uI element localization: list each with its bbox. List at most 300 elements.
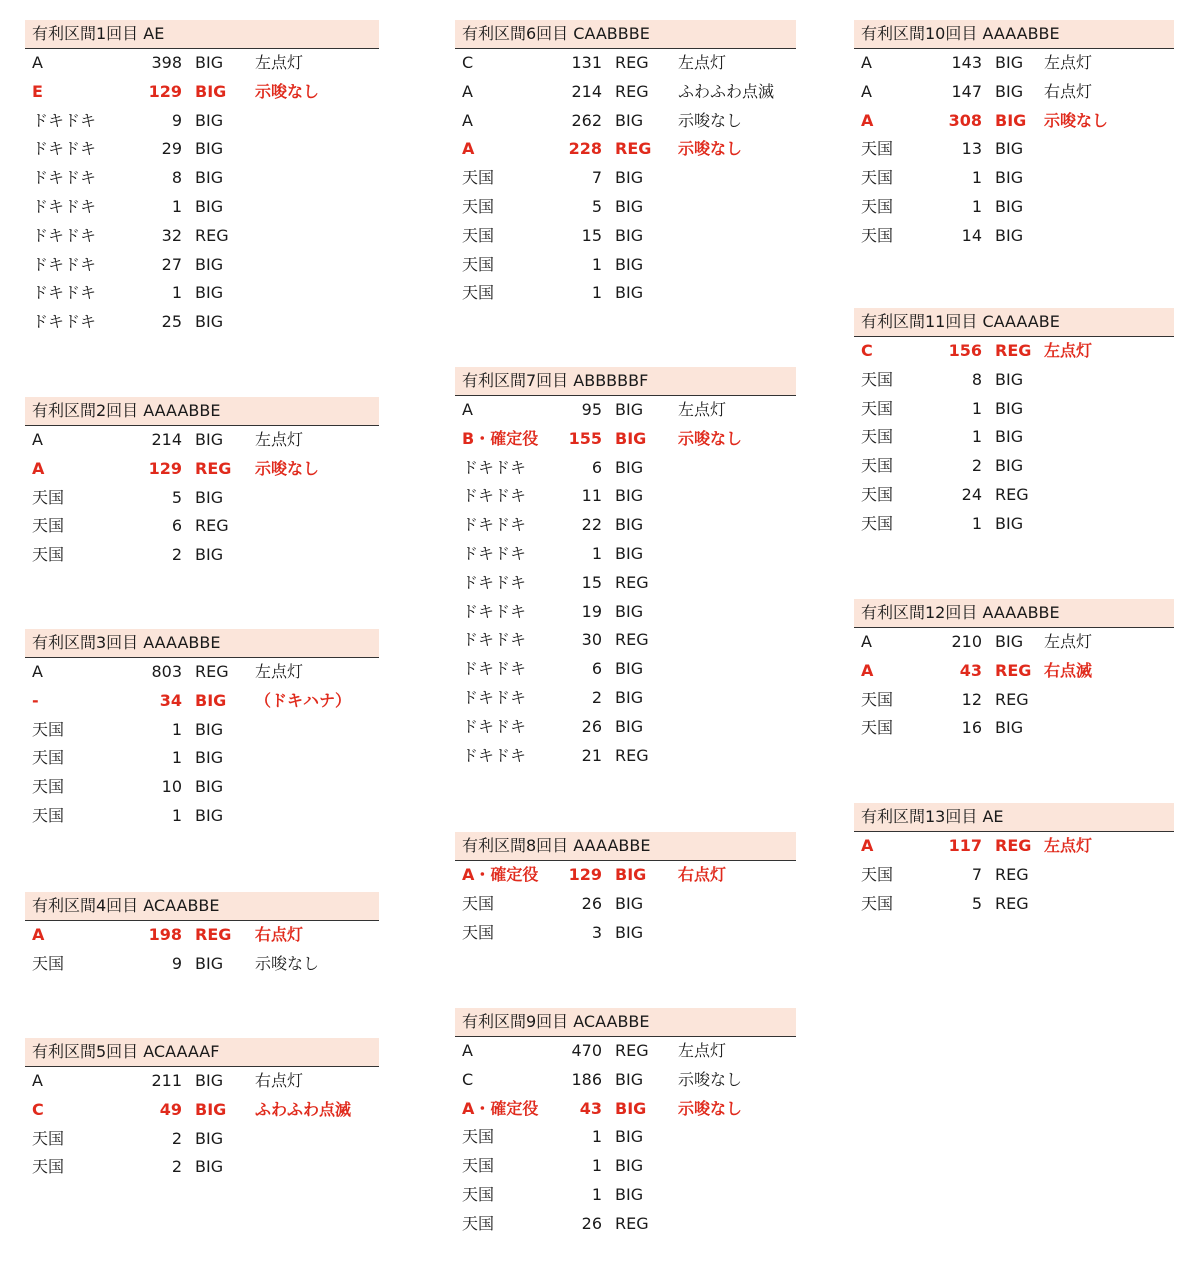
table-row [25,78,379,107]
zone-cell: A・確定役 [462,865,539,884]
zone-cell: 天国 [462,168,495,188]
bonus-cell: REG [615,1041,649,1060]
games-cell: 5 [971,893,982,913]
games-cell: 26 [581,893,602,913]
table-row [455,861,796,890]
table-row [854,193,1174,222]
table-row [455,569,796,598]
games-cell: 1 [171,283,182,303]
bonus-cell: BIG [615,254,644,274]
table-row [854,395,1174,424]
note-cell: 示唆なし [678,139,743,159]
block-4 [25,892,379,979]
bonus-cell: REG [995,660,1032,680]
note-cell: 左点灯 [255,53,304,72]
note-cell: 右点灯 [678,865,727,884]
zone-cell: 天国 [32,719,65,739]
bonus-cell: BIG [195,312,224,332]
bonus-cell: BIG [195,254,224,274]
zone-cell: ドキドキ [462,601,527,621]
games-cell: 1 [971,427,982,447]
block-title: 有利区間7回目 ABBBBBF [455,367,796,396]
bonus-cell: BIG [615,457,644,477]
note-cell: 示唆なし [255,81,320,101]
zone-cell: A [32,662,43,681]
games-cell: 156 [948,341,982,360]
bonus-cell: BIG [615,716,644,736]
note-cell: 左点灯 [1044,53,1093,72]
bonus-cell: REG [195,225,229,245]
bonus-cell: REG [995,864,1029,884]
bonus-cell: BIG [995,513,1024,533]
block-8 [455,832,796,947]
table-row [25,279,379,308]
block-6 [455,20,796,308]
games-cell: 214 [571,81,602,101]
note-cell: 左点灯 [678,53,727,72]
bonus-cell: BIG [995,110,1027,130]
table-row [25,135,379,164]
block-title: 有利区間11回目 CAAAABE [854,308,1174,337]
bonus-cell: BIG [995,456,1024,476]
zone-cell: ドキドキ [462,687,527,707]
games-cell: 25 [161,312,182,332]
note-cell: 左点灯 [1044,632,1093,651]
bonus-cell: BIG [195,139,224,159]
table-row [455,1152,796,1181]
zone-cell: ドキドキ [32,225,97,245]
games-cell: 10 [161,777,182,797]
games-cell: 1 [971,398,982,418]
zone-cell: 天国 [861,893,894,913]
table-row [25,426,379,455]
zone-cell: A [861,53,872,72]
zone-cell: 天国 [462,1184,495,1204]
zone-cell: 天国 [32,545,65,565]
table-row [455,540,796,569]
games-cell: 7 [971,864,982,884]
block-11 [854,308,1174,539]
table-row [25,716,379,745]
block-title: 有利区間6回目 CAABBBE [455,20,796,49]
zone-cell: ドキドキ [462,659,527,679]
zone-cell: ドキドキ [462,716,527,736]
table-row [455,713,796,742]
bonus-cell: BIG [615,486,644,506]
table-row [854,135,1174,164]
zone-cell: A [861,632,872,651]
zone-cell: 天国 [861,484,894,504]
table-row [25,1125,379,1154]
block-5 [25,1038,379,1182]
block-title: 有利区間5回目 ACAAAAF [25,1038,379,1067]
games-cell: 9 [171,953,182,973]
bonus-cell: BIG [195,690,227,710]
games-cell: 32 [161,225,182,245]
games-cell: 6 [171,516,182,536]
block-title: 有利区間12回目 AAAABBE [854,599,1174,628]
table-row [455,626,796,655]
zone-cell: ドキドキ [32,283,97,303]
zone-cell: ドキドキ [32,110,97,130]
zone-cell: A [861,836,874,855]
zone-cell: 天国 [861,398,894,418]
bonus-cell: BIG [195,168,224,188]
games-cell: 228 [568,139,602,159]
zone-cell: ドキドキ [462,745,527,765]
block-title: 有利区間4回目 ACAABBE [25,892,379,921]
bonus-cell: BIG [615,922,644,942]
games-cell: 1 [971,196,982,216]
table-row [455,684,796,713]
bonus-cell: BIG [195,1099,227,1119]
games-cell: 49 [159,1099,182,1119]
note-cell: 示唆なし [678,110,743,130]
games-cell: 210 [951,632,982,651]
bonus-cell: REG [615,139,652,159]
bonus-cell: BIG [195,81,227,101]
bonus-cell: BIG [615,515,644,535]
table-row [854,164,1174,193]
bonus-cell: REG [995,893,1029,913]
bonus-cell: BIG [615,893,644,913]
note-cell: 左点灯 [1044,836,1093,855]
bonus-cell: BIG [995,427,1024,447]
games-cell: 131 [571,53,602,72]
games-cell: 2 [171,1128,182,1148]
bonus-cell: REG [615,745,649,765]
bonus-cell: REG [615,572,649,592]
bonus-cell: BIG [995,225,1024,245]
games-cell: 117 [948,836,982,855]
table-row [25,921,379,950]
zone-cell: ドキドキ [462,486,527,506]
bonus-cell: BIG [195,953,224,973]
block-13 [854,803,1174,918]
zone-cell: 天国 [861,225,894,245]
zone-cell: 天国 [32,1157,65,1177]
games-cell: 5 [171,487,182,507]
zone-cell: 天国 [32,487,65,507]
bonus-cell: BIG [615,1156,644,1176]
zone-cell: 天国 [462,1127,495,1147]
table-row [854,222,1174,251]
zone-cell: A [462,400,473,419]
note-cell: 左点灯 [678,400,727,419]
block-title: 有利区間9回目 ACAABBE [455,1008,796,1037]
table-row [854,714,1174,743]
table-row [455,1123,796,1152]
bonus-cell: REG [615,81,649,101]
table-row [25,455,379,484]
games-cell: 1 [591,283,602,303]
zone-cell: 天国 [861,427,894,447]
games-cell: 1 [171,748,182,768]
block-9 [455,1008,796,1239]
table-row [25,49,379,78]
games-cell: 2 [971,456,982,476]
games-cell: 26 [581,1213,602,1233]
zone-cell: A [462,139,475,159]
block-1 [25,20,379,337]
zone-cell: A [861,110,874,130]
table-row [854,657,1174,686]
games-cell: 14 [961,225,982,245]
zone-cell: 天国 [861,513,894,533]
games-cell: 9 [171,110,182,130]
games-cell: 16 [961,718,982,738]
table-row [455,135,796,164]
table-row [25,802,379,831]
table-row [455,655,796,684]
zone-cell: A [32,1071,43,1090]
zone-cell: 天国 [32,953,65,973]
table-row [25,484,379,513]
games-cell: 6 [591,659,602,679]
games-cell: 29 [161,139,182,159]
table-row [854,78,1174,107]
games-cell: 398 [151,53,182,72]
bonus-cell: BIG [995,632,1024,651]
zone-cell: ドキドキ [32,196,97,216]
table-row [854,890,1174,919]
zone-cell: A [861,660,874,680]
note-cell: 右点灯 [255,1071,304,1090]
bonus-cell: BIG [615,110,644,130]
table-row [25,164,379,193]
block-10 [854,20,1174,251]
games-cell: 22 [581,515,602,535]
bonus-cell: BIG [995,81,1024,101]
note-cell: 右点灯 [1044,81,1093,101]
table-row [854,423,1174,452]
games-cell: 262 [571,110,602,130]
zone-cell: 天国 [32,777,65,797]
note-cell: 示唆なし [678,1098,743,1118]
table-row [25,251,379,280]
table-row [854,49,1174,78]
games-cell: 15 [581,572,602,592]
bonus-cell: REG [195,662,229,681]
zone-cell: 天国 [462,196,495,216]
bonus-cell: BIG [995,369,1024,389]
games-cell: 470 [571,1041,602,1060]
bonus-cell: BIG [615,225,644,245]
block-2 [25,397,379,570]
bonus-cell: BIG [995,196,1024,216]
games-cell: 19 [581,601,602,621]
bonus-cell: REG [615,53,649,72]
games-cell: 143 [951,53,982,72]
zone-cell: A [462,110,473,130]
bonus-cell: BIG [195,719,224,739]
block-title: 有利区間2回目 AAAABBE [25,397,379,426]
games-cell: 5 [591,196,602,216]
note-cell: 示唆なし [1044,110,1109,130]
zone-cell: ドキドキ [462,457,527,477]
bonus-cell: BIG [195,196,224,216]
block-title: 有利区間13回目 AE [854,803,1174,832]
zone-cell: A [462,1041,473,1060]
note-cell: （ドキハナ） [255,690,352,710]
zone-cell: ドキドキ [462,543,527,563]
table-row [455,107,796,136]
bonus-cell: BIG [195,1157,224,1177]
games-cell: 186 [571,1069,602,1089]
table-row [25,687,379,716]
bonus-cell: REG [995,836,1032,855]
zone-cell: - [32,690,39,710]
zone-cell: 天国 [861,168,894,188]
games-cell: 12 [961,689,982,709]
block-12 [854,599,1174,743]
note-cell: 示唆なし [255,953,320,973]
bonus-cell: REG [995,689,1029,709]
zone-cell: 天国 [462,922,495,942]
note-cell: 右点灯 [255,925,304,944]
table-row [25,1153,379,1182]
table-row [455,598,796,627]
games-cell: 1 [971,513,982,533]
note-cell: 左点灯 [255,662,304,681]
zone-cell: ドキドキ [462,630,527,650]
zone-cell: ドキドキ [32,139,97,159]
games-cell: 8 [171,168,182,188]
games-cell: 1 [591,1184,602,1204]
table-row [455,919,796,948]
zone-cell: A・確定役 [462,1098,539,1118]
games-cell: 198 [148,925,182,944]
games-cell: 1 [971,168,982,188]
zone-cell: A [861,81,872,101]
bonus-cell: BIG [195,1071,224,1090]
table-row [455,511,796,540]
table-row [854,510,1174,539]
table-row [854,861,1174,890]
games-cell: 7 [591,168,602,188]
bonus-cell: BIG [615,601,644,621]
bonus-cell: BIG [615,428,647,448]
table-row [25,1096,379,1125]
table-row [455,482,796,511]
block-title: 有利区間10回目 AAAABBE [854,20,1174,49]
bonus-cell: BIG [195,430,224,449]
zone-cell: 天国 [462,1213,495,1233]
games-cell: 1 [171,719,182,739]
games-cell: 211 [151,1071,182,1090]
note-cell: 示唆なし [678,428,743,448]
zone-cell: A [32,53,43,72]
table-row [455,279,796,308]
block-title: 有利区間1回目 AE [25,20,379,49]
bonus-cell: BIG [615,659,644,679]
table-row [25,308,379,337]
bonus-cell: REG [195,458,232,478]
bonus-cell: BIG [615,865,647,884]
table-row [455,49,796,78]
table-row [25,658,379,687]
zone-cell: A [32,925,45,944]
table-row [455,454,796,483]
games-cell: 155 [568,428,602,448]
zone-cell: A [32,430,43,449]
zone-cell: 天国 [462,254,495,274]
games-cell: 1 [591,254,602,274]
zone-cell: A [462,81,473,101]
zone-cell: 天国 [32,748,65,768]
table-row [455,742,796,771]
bonus-cell: BIG [195,110,224,130]
zone-cell: 天国 [861,196,894,216]
bonus-cell: BIG [615,400,644,419]
table-row [854,628,1174,657]
note-cell: 示唆なし [678,1069,743,1089]
zone-cell: 天国 [462,893,495,913]
table-row [25,222,379,251]
block-title: 有利区間8回目 AAAABBE [455,832,796,861]
games-cell: 1 [591,543,602,563]
table-row [25,773,379,802]
bonus-cell: BIG [615,687,644,707]
games-cell: 27 [161,254,182,274]
note-cell: 左点灯 [678,1041,727,1060]
table-row [854,481,1174,510]
note-cell: ふわふわ点滅 [678,81,775,101]
table-row [455,890,796,919]
zone-cell: B・確定役 [462,428,539,448]
bonus-cell: BIG [195,53,224,72]
bonus-cell: BIG [615,1069,644,1089]
games-cell: 308 [948,110,982,130]
zone-cell: C [462,53,474,72]
games-cell: 43 [579,1098,602,1118]
games-cell: 1 [591,1127,602,1147]
zone-cell: 天国 [861,864,894,884]
games-cell: 2 [171,1157,182,1177]
table-row [455,1066,796,1095]
games-cell: 803 [151,662,182,681]
bonus-cell: BIG [615,283,644,303]
games-cell: 24 [961,484,982,504]
zone-cell: ドキドキ [462,572,527,592]
bonus-cell: REG [615,630,649,650]
table-row [455,251,796,280]
bonus-cell: REG [195,925,232,944]
table-row [25,107,379,136]
table-row [455,1181,796,1210]
games-cell: 13 [961,139,982,159]
bonus-cell: BIG [995,139,1024,159]
games-cell: 1 [171,805,182,825]
table-row [455,78,796,107]
zone-cell: 天国 [861,139,894,159]
table-row [455,1210,796,1239]
table-row [854,452,1174,481]
note-cell: 右点滅 [1044,660,1093,680]
games-cell: 1 [591,1156,602,1176]
zone-cell: C [861,341,873,360]
zone-cell: A [32,458,45,478]
games-cell: 2 [591,687,602,707]
zone-cell: 天国 [462,225,495,245]
table-row [25,541,379,570]
table-row [25,1067,379,1096]
zone-cell: 天国 [32,516,65,536]
table-row [455,222,796,251]
table-row [455,396,796,425]
table-row [854,337,1174,366]
bonus-cell: REG [195,516,229,536]
